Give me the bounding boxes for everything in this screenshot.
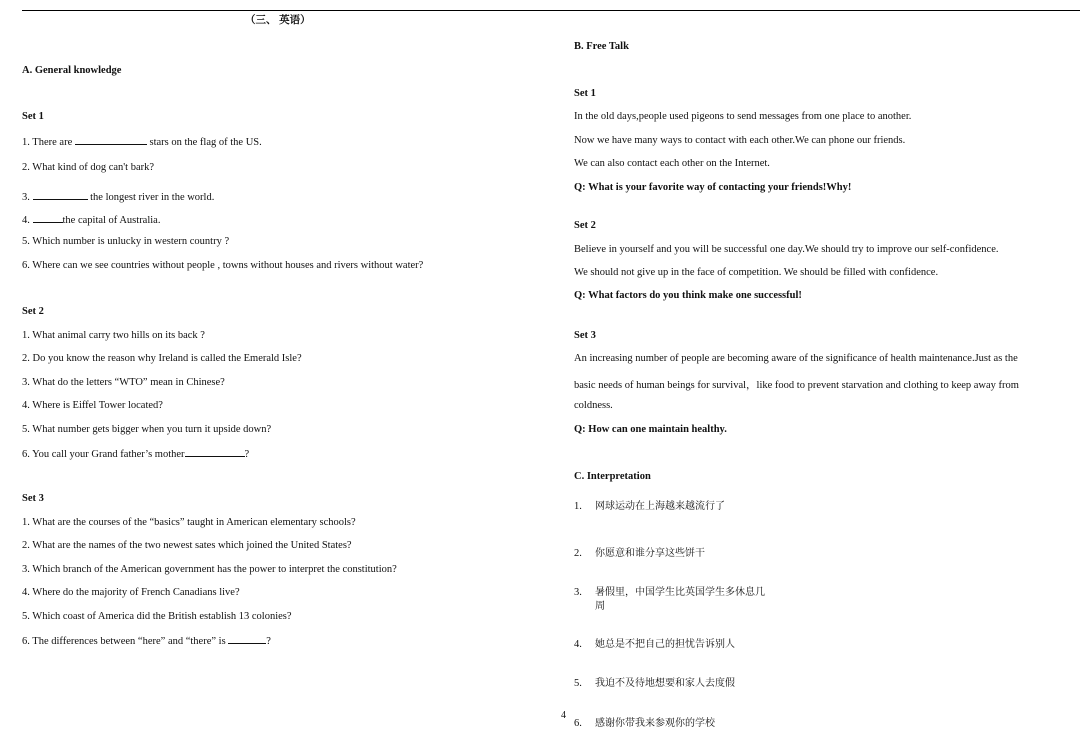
- set3-title: Set 3: [22, 493, 44, 504]
- interp-item-4: 4. 她总是不把自己的担忧告诉别人: [574, 639, 735, 650]
- interp-item-3-cont: 周: [595, 601, 605, 612]
- section-a-title: A. General knowledge: [22, 65, 122, 76]
- set3-q4: 4. Where do the majority of French Canadians live?: [22, 587, 240, 598]
- talk-set2-line1: Believe in yourself and you will be successful one day.We should try to improve our self-confidence.: [574, 244, 999, 255]
- set3-q2: 2. What are the names of the two newest sates which joined the United States?: [22, 540, 352, 551]
- talk-set1-title: Set 1: [574, 88, 596, 99]
- set1-q6: 6. Where can we see countries without people , towns without houses and rivers without water?: [22, 260, 424, 271]
- talk-set3-line3: coldness.: [574, 400, 613, 411]
- interp-item-6: 6. 感谢你带我来参观你的学校: [574, 718, 715, 729]
- set1-q1: 1. There are stars on the flag of the US.: [22, 137, 262, 148]
- header-rule: [22, 10, 1080, 11]
- talk-set3-line1: An increasing number of people are becoming aware of the significance of health maintenance.Just as the: [574, 353, 1018, 364]
- talk-set1-line1: In the old days,people used pigeons to send messages from one place to another.: [574, 111, 912, 122]
- set2-q6: 6. You call your Grand father’s mother ?: [22, 449, 250, 460]
- answer-blank[interactable]: [75, 135, 147, 145]
- set3-q3: 3. Which branch of the American government has the power to interpret the constitution?: [22, 564, 397, 575]
- talk-set1-line2: Now we have many ways to contact with each other.We can phone our friends.: [574, 135, 906, 146]
- answer-blank[interactable]: [33, 190, 88, 200]
- talk-set2-question: Q: What factors do you think make one successful!: [574, 290, 802, 301]
- set1-q4: 4. the capital of Australia.: [22, 215, 161, 226]
- section-c-title: C. Interpretation: [574, 471, 651, 482]
- answer-blank[interactable]: [33, 213, 63, 223]
- set2-title: Set 2: [22, 306, 44, 317]
- set2-q4: 4. Where is Eiffel Tower located?: [22, 400, 163, 411]
- answer-blank[interactable]: [228, 634, 266, 644]
- set1-q2: 2. What kind of dog can't bark?: [22, 162, 155, 173]
- talk-set3-line2: basic needs of human beings for survival，like food to prevent starvation and clothing to keep away from: [574, 380, 1019, 391]
- interp-item-3: 3. 暑假里，中国学生比英国学生多休息几: [574, 587, 765, 598]
- talk-set3-title: Set 3: [574, 330, 596, 341]
- set2-q5: 5. What number gets bigger when you turn it upside down?: [22, 424, 272, 435]
- set1-title: Set 1: [22, 111, 44, 122]
- page-number: 4: [561, 710, 566, 721]
- interp-item-1: 1. 网球运动在上海越来越流行了: [574, 501, 725, 512]
- answer-blank[interactable]: [185, 447, 245, 457]
- set3-q1: 1. What are the courses of the “basics” taught in American elementary schools?: [22, 517, 356, 528]
- interp-item-5: 5. 我迫不及待地想要和家人去度假: [574, 678, 735, 689]
- section-b-title: B. Free Talk: [574, 41, 629, 52]
- interp-item-2: 2. 你愿意和谁分享这些饼干: [574, 548, 705, 559]
- set1-q5: 5. Which number is unlucky in western country ?: [22, 236, 230, 247]
- page-header: （三、 英语）: [245, 15, 311, 26]
- set1-q3: 3. the longest river in the world.: [22, 192, 215, 203]
- talk-set2-line2: We should not give up in the face of competition. We should be filled with confidence.: [574, 267, 939, 278]
- talk-set2-title: Set 2: [574, 220, 596, 231]
- talk-set1-line3: We can also contact each other on the Internet.: [574, 158, 770, 169]
- talk-set1-question: Q: What is your favorite way of contacting your friends!Why!: [574, 182, 852, 193]
- set3-q5: 5. Which coast of America did the British establish 13 colonies?: [22, 611, 292, 622]
- talk-set3-question: Q: How can one maintain healthy.: [574, 424, 727, 435]
- set2-q1: 1. What animal carry two hills on its back ?: [22, 330, 205, 341]
- set2-q2: 2. Do you know the reason why Ireland is called the Emerald Isle?: [22, 353, 302, 364]
- set3-q6: 6. The differences between “here” and “there” is ?: [22, 636, 271, 647]
- set2-q3: 3. What do the letters “WTO” mean in Chinese?: [22, 377, 225, 388]
